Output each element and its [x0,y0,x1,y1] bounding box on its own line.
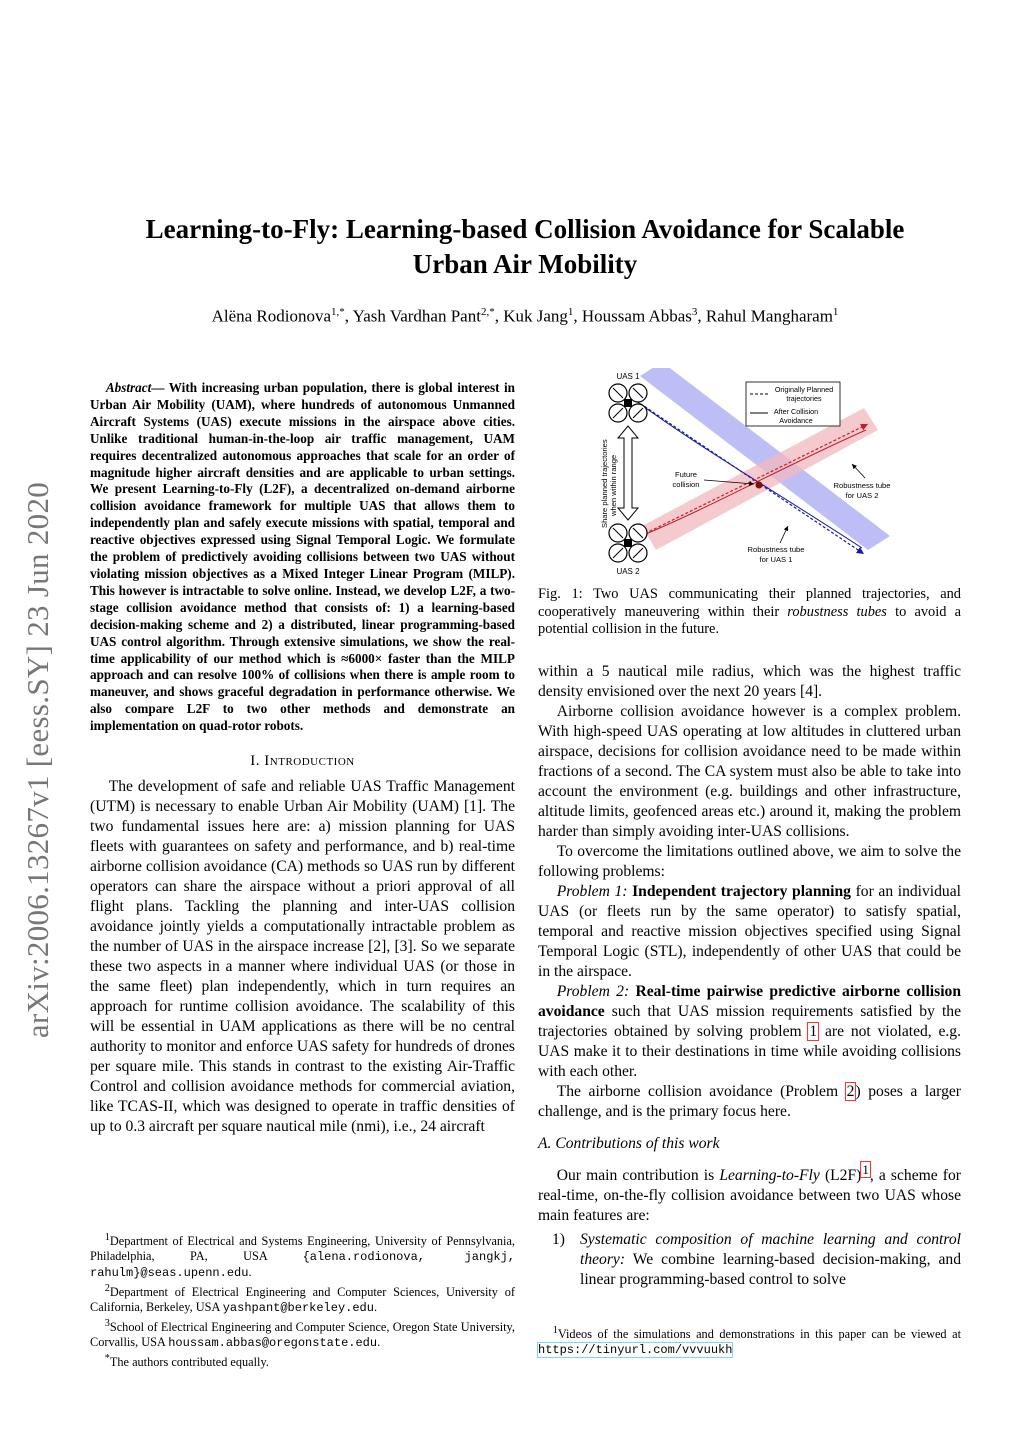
future-collision-line2: collision [672,480,700,489]
share-label-line2: when within range [609,454,618,516]
footnote-text: Department of Electrical and Systems Engineering, University of Pennsylvania, Philadelphia, PA, USA [90,1234,515,1264]
problem-title: Independent trajectory planning [632,883,851,900]
problem-title: Real-time pairwise predictive airborne collision avoidance [538,983,961,1020]
caption-text-end: to avoid a potential collision in the future. [538,603,961,637]
uas1-label: UAS 1 [616,372,640,381]
uas2-label: UAS 2 [616,567,640,576]
legend-planned-line2: trajectories [786,394,822,403]
list-item [552,1230,961,1290]
tube1-label-line2: for UAS 1 [759,555,793,564]
footnote-tail: . [248,1265,252,1280]
affiliation-footnotes [90,1230,515,1370]
abstract-text: — With increasing urban population, there is global interest in Urban Air Mobility (UAM), where hundreds of autonomous Unmanned Aircraft Systems (UAS) execute missions in the airspace above cities. Unlike traditional human-in-the-loop air traffic management, UAM requires decentralized autonomous approaches that scale for an order of magnitude higher aircraft densities and are applicable to urban settings. We present Learning-to-Fly (L2F), a decentralized on-demand airborne collision avoidance framework for multiple UAS that allows them to independently plan and safely execute missions with spatial, temporal and reactive objectives expressed using Signal Temporal Logic. We formulate the problem of predictively avoiding collisions between two UAS without violating mission objectives as a Mixed Integer Linear Program (MILP). This however is intractable to solve online. Instead, we develop L2F, a two-stage collision avoidance method that consists of: 1) a learning-based decision-making scheme and 2) a distributed, linear programming-based UAS control algorithm. Through extensive simulations, we show the real-time applicability of our method which is ≈6000× faster than the MILP approach and can resolve 100% of collisions when there is ample room to maneuver, and shows graceful degradation in performance otherwise. We also compare L2F to two other methods and demonstrate an implementation on quad-rotor robots. [90,380,515,734]
author-name: Yash Vardhan Pant [352,306,481,326]
list-item-text: We combine learning-based decision-making, and linear programming-based control to solve [580,1251,961,1289]
email-address[interactable]: yashpant@berkeley.edu [222,1301,374,1316]
footnote-tail: . [377,1335,381,1350]
arxiv-stamp-text: arXiv:2006.13267v1 [eess.SY] 23 Jun 2020 [20,481,55,1039]
caption-text: Two UAS communicating their planned trajectories, and cooperatively maneuvering within their [538,586,962,620]
uas1-quadrotor [609,384,647,422]
footnote-tail: . [373,1300,378,1315]
legend-after-line1: After Collision [773,407,819,416]
footnote-text: Videos of the simulations and demonstrations in this paper can be viewed at [557,1327,961,1342]
author-list: Alëna Rodionova$^{1,*}$, Yash Vardhan Pant$^{2,*}$, Kuk Jang$^1$, Houssam Abbas$^3$, Rahul Mangharam$^1$ [211,306,839,326]
author-affiliation: 1 [567,306,574,318]
footnote-3 [90,1316,515,1351]
contributions-list [538,1230,961,1290]
contributions-paragraph [538,1160,961,1226]
figure-1-diagram [590,368,890,580]
footnote-text: School of Electrical Engineering and Computer Science, Oregon State University, Corvallis, USA [90,1320,515,1350]
author-affiliation: 1 [832,306,839,318]
paragraph-text: The airborne collision avoidance (Problem [556,1083,846,1100]
footnote-reference-link[interactable]: 1 [862,1162,869,1177]
arxiv-stamp [8,440,68,1080]
problem-text: such that UAS mission requirements satisfied by the trajectories obtained by solving problem [538,1003,961,1040]
caption-emphasis: robustness tubes [787,603,887,620]
problem-2-reference-link[interactable]: 2 [846,1083,855,1100]
problem-text-end: are not violated, e.g. UAS make it to their destinations in time while avoiding collisions with each other. [538,1023,962,1080]
video-footnote [538,1323,961,1358]
problem-label: Problem 1: [556,883,628,900]
tube2-label-line2: for UAS 2 [845,491,879,500]
footnote-mark: 3 [104,1318,110,1330]
tube1-label-line1: Robustness tube [747,545,805,554]
footnote-text: The authors contributed equally. [109,1355,269,1370]
problem-1 [538,882,961,982]
caption-label: Fig. 1: [538,586,583,602]
paper-title [100,212,950,282]
future-collision-line1: Future [675,470,697,479]
author-affiliation: 1,* [331,306,345,318]
list-number: 1) [552,1231,565,1249]
author-affiliation: 2,* [480,306,495,318]
right-paragraph-3: To overcome the limitations outlined above, we aim to solve the following problems: [538,843,961,880]
tube2-pointer [852,464,865,478]
problem-label: Problem 2: [556,983,630,1000]
author-name: Kuk Jang [503,306,568,326]
left-column [90,380,515,1137]
section-heading-introduction [90,751,515,771]
footnote-2 [90,1281,515,1316]
collision-point [756,482,763,489]
abstract [90,380,515,735]
footnote-mark: 2 [104,1283,110,1295]
intro-paragraph: The development of safe and reliable UAS Traffic Management (UTM) is necessary to enable Urban Air Mobility (UAM) [1]. The two fundamental issues here are: a) mission planning for UAS fleets with guarantees on safety and performance, and b) real-time airborne collision avoidance (CA) methods so UAS run by different operators can share the airspace without a priori approval of all flight plans. Tackling the planning and inter-UAS collision avoidance jointly yields a computationally intractable problem as the number of UAS in the airspace increase [2], [3]. So we separate these two aspects in a manner where individual UAS (or those in the same fleet) plan independently, which in turn requires an approach for runtime collision avoidance. The scalability of this will be essential in UAM applications as there will be no central authority to monitor and enforce UAS safety for hundreds of drones per square mile. This stands in contrast to the existing Air-Traffic Control and collision avoidance methods for commercial aviation, like TCAS-II, which was designed to operate in traffic densities of up to 0.3 aircraft per square nautical mile (nmi), i.e., 24 aircraft [90,778,515,1136]
right-column [538,662,961,1290]
section-title: Introduction [264,753,355,770]
right-paragraph-2: Airborne collision avoidance however is a complex problem. With high-speed UAS operating at low altitudes in cluttered urban airspace, decisions for collision avoidance need to be made within fractions of a second. The CA system must also be able to take into account the environment (e.g. buildings and other infrastructure, altitude limits, geofenced areas etc.) around it, making the problem harder than simply avoiding inter-UAS collisions. [538,703,961,840]
footnote-mark: 1 [552,1325,558,1336]
paragraph-text-end: ) poses a larger challenge, and is the primary focus here. [538,1083,961,1120]
tube1-pointer [780,526,788,543]
footnote-text: Department of Electrical Engineering and Computer Sciences, University of California, Berkeley, USA [90,1285,515,1315]
author-name: Rahul Mangharam [705,306,833,326]
title-line-1: Learning-to-Fly: Learning-based Collision Avoidance for Scalable [145,214,905,244]
uas2-quadrotor [609,524,647,562]
email-address[interactable]: {alena.rodionova, jangkj, rahulm}@seas.upenn.edu [90,1250,515,1281]
communication-double-arrow [618,426,638,520]
footnote-1 [90,1230,515,1281]
footnote-body [538,1323,961,1358]
footnote-mark: 1 [104,1232,110,1243]
right-paragraph-4 [538,1082,961,1122]
method-name: Learning-to-Fly [719,1167,820,1185]
title-line-2: Urban Air Mobility [412,249,638,279]
footnote-mark: * [104,1353,110,1365]
email-address[interactable]: houssam.abbas@oregonstate.edu [168,1336,378,1351]
legend-after-line2: Avoidance [779,416,813,425]
paragraph-text: (L2F) [819,1167,862,1185]
subsection-heading-contributions: A. Contributions of this work [538,1135,720,1152]
list-item-emphasis: Systematic composition of machine learning and control theory: [580,1231,961,1269]
footnote-equal [90,1351,515,1370]
tube2-label-line1: Robustness tube [833,481,890,490]
problem-2 [538,982,961,1082]
author-affiliation: 3 [691,306,698,318]
abstract-label: Abstract [105,380,152,395]
section-number: I. [250,753,261,770]
paragraph-text: Our main contribution is [556,1167,720,1185]
author-name: Houssam Abbas [581,306,692,326]
right-paragraph-1: within a 5 nautical mile radius, which was the highest traffic density envisioned over the next 20 years [4]. [538,663,961,700]
video-url-link[interactable]: https://tinyurl.com/vvvuukh [538,1343,733,1358]
problem-1-reference-link[interactable]: 1 [809,1023,818,1040]
share-label-line1: Share planned trajectories [600,439,609,528]
paragraph-text-end: , a scheme for real-time, on-the-fly collision avoidance between two UAS whose main features are: [538,1167,961,1225]
legend-planned-line1: Originally Planned [774,385,834,394]
figure-1-caption [538,586,961,639]
author-name: Alëna Rodionova [211,306,332,326]
problem-text: for an individual UAS (or fleets run by the same operator) to satisfy spatial, temporal and reactive mission objectives specified using Signal Temporal Logic (STL), independently of other UAS that could be in the airspace. [538,883,961,980]
